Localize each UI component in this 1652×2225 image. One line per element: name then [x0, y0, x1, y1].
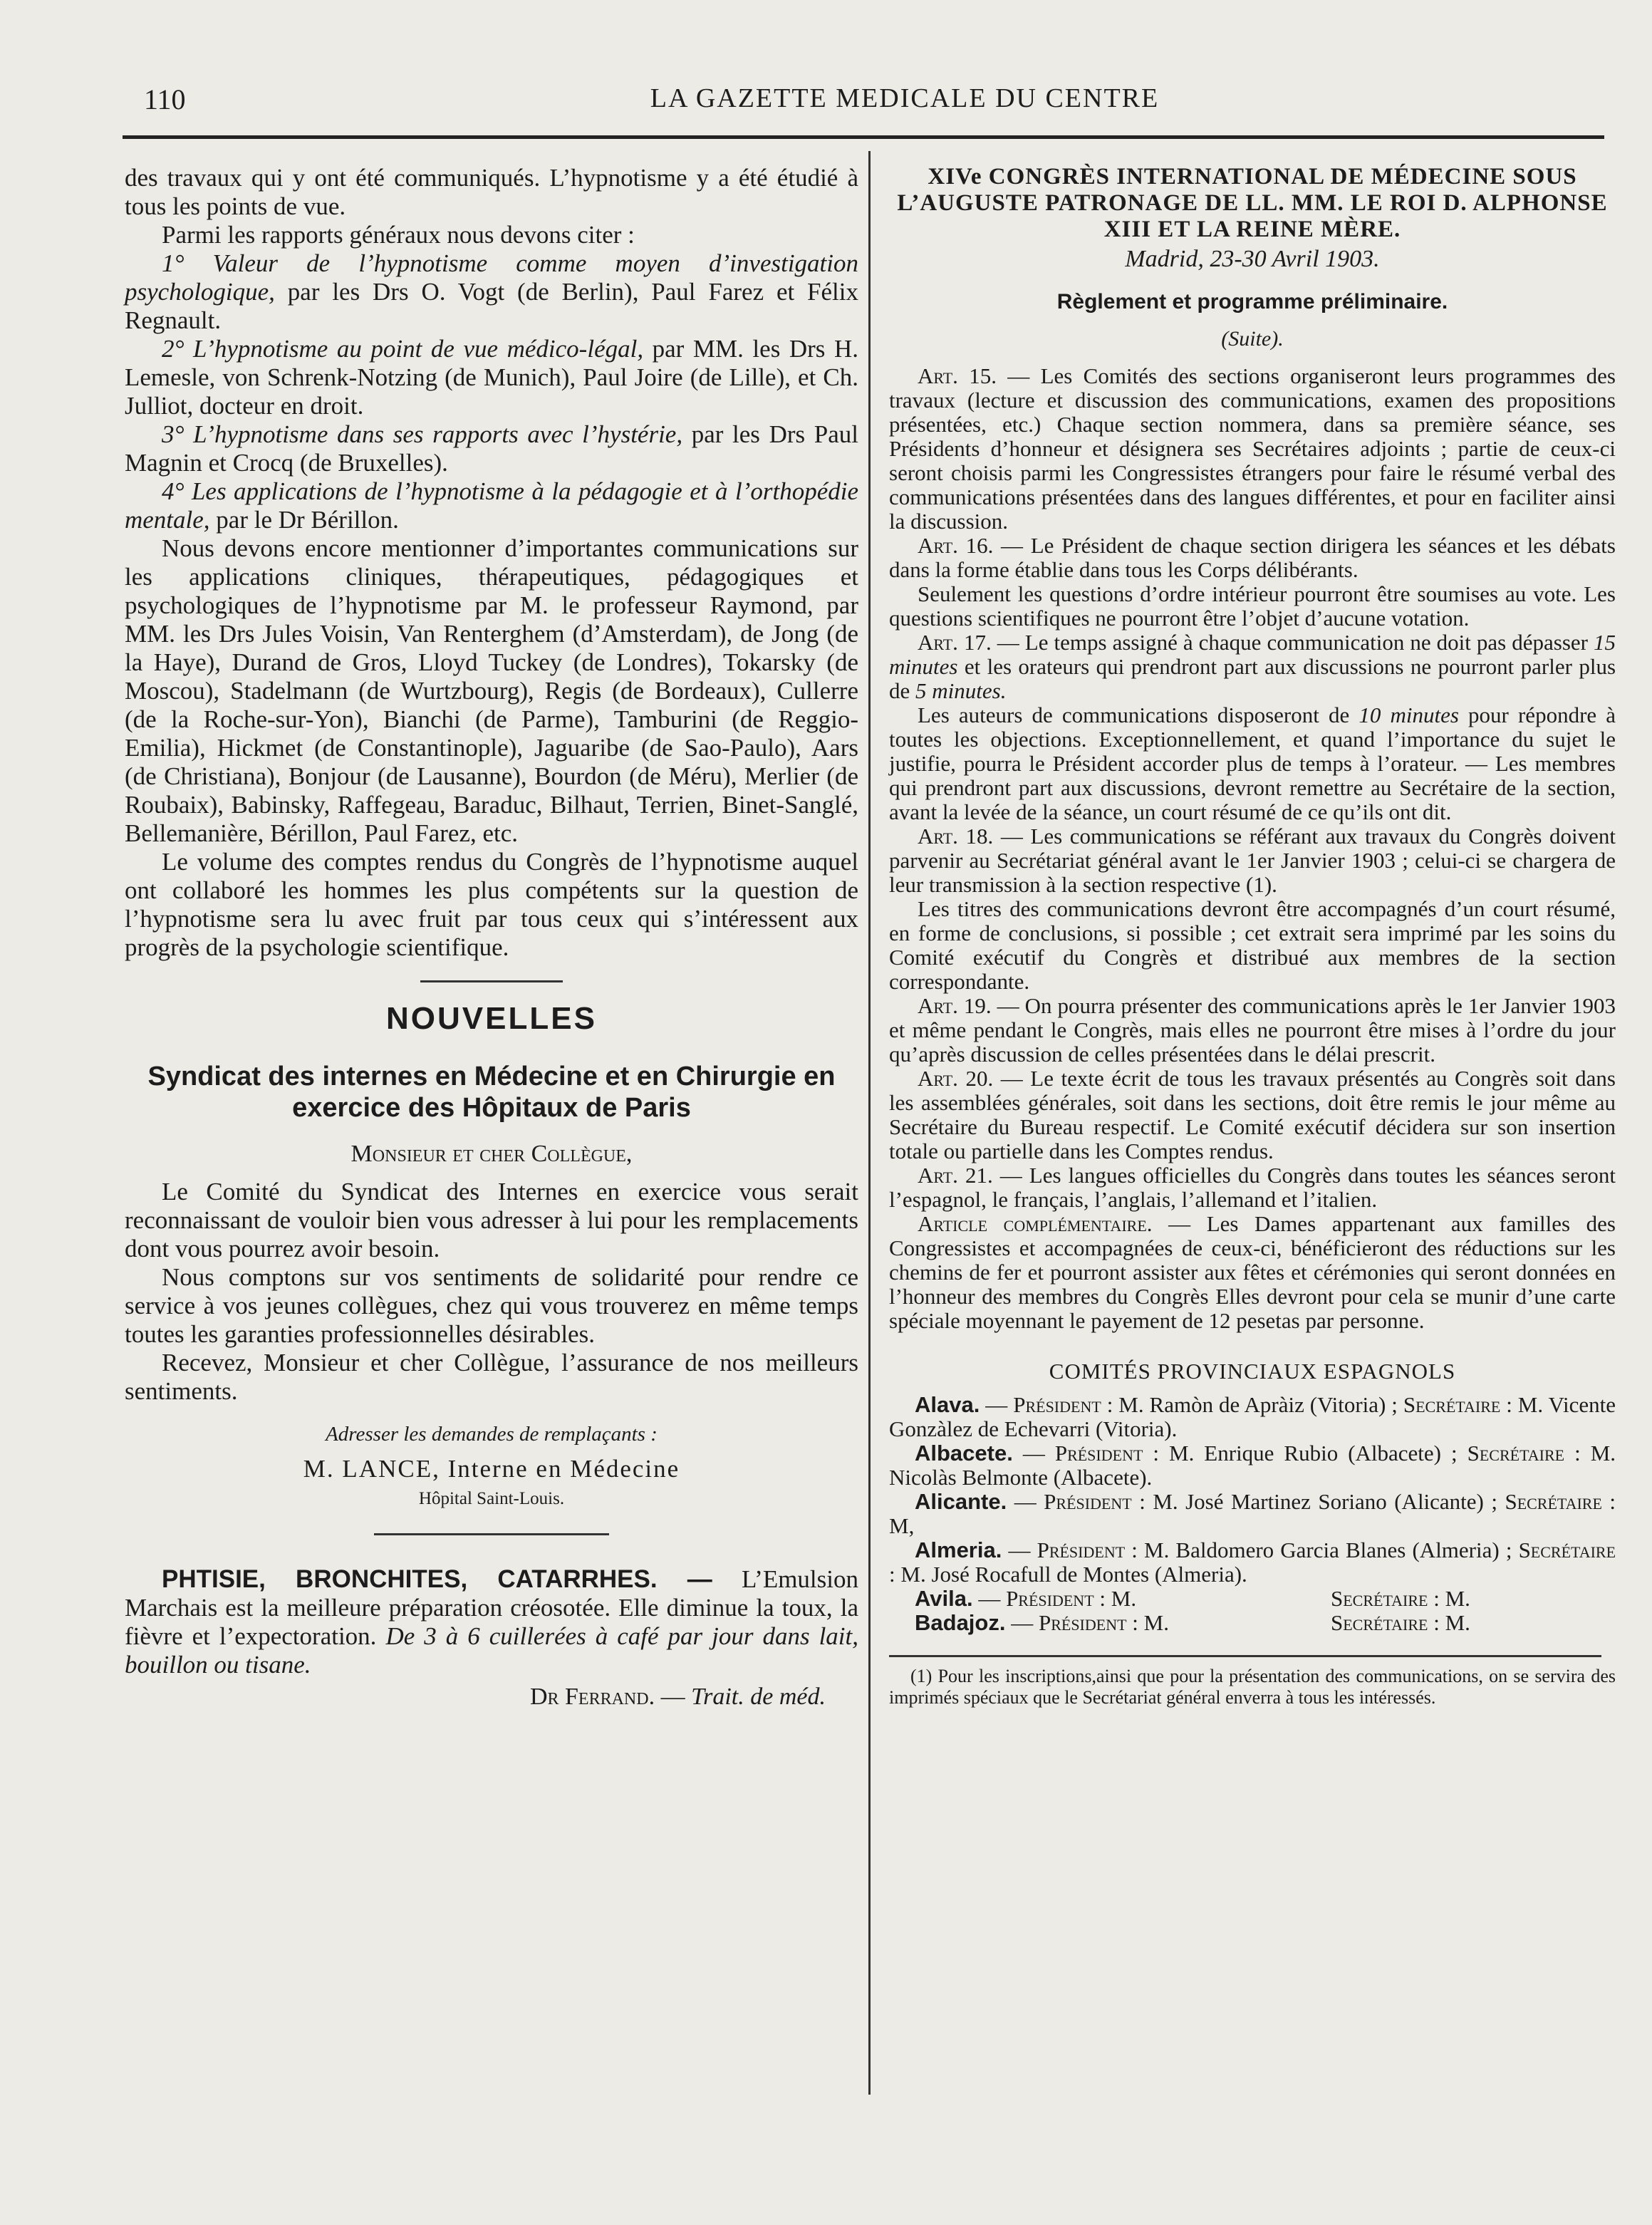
left-column — [125, 164, 858, 1711]
communications-paragraph: Nous devons encore mentionner d’importantes communications sur les applications cliniques, thérapeutiques, pédagogiques et psychologiques de l’hypnotisme par M. le professeur Raymond, par MM. les Drs Jules Voisin, Van Renterghem (d’Amsterdam), de Jong (de la Haye), Durand de Gros, Lloyd Tuckey (de Londres), Tokarsky (de Moscou), Stadelmann (de Wurtzbourg), Regis (de Bordeaux), Cullerre (de la Roche-sur-Yon), Bianchi (de Parme), Tamburini (de Reggio-Emilia), Hickmet (de Constantinople), Jaguaribe (de Sao-Paulo), Aars (de Christiana), Bonjour (de Lausanne), Bourdon (de Méru), Merlier (de Roubaix), Babinsky, Raffegeau, Baraduc, Bilhaut, Terrien, Binet-Sanglé, Bellemanière, Bérillon, Paul Farez, etc. — [125, 534, 858, 847]
running-title: LA GAZETTE MEDICALE DU CENTRE — [650, 83, 1160, 113]
article-19-label: Art. 19. — — [918, 993, 1019, 1018]
president-value: M. José Martinez Soriano (Alicante) ; — [1153, 1489, 1497, 1514]
avila-president: Avila. — Président : M. — [889, 1587, 1331, 1611]
president-value: M. — [1111, 1586, 1137, 1611]
congress-title: XIVe CONGRÈS INTERNATIONAL DE MÉDECINE SOUS L’AUGUSTE PATRONAGE DE LL. MM. LE ROI D. ALPHONSE XIII ET LA REINE MÈRE. — [897, 164, 1608, 242]
president-label: Président : — [1038, 1610, 1138, 1635]
secretary-label: Secrétaire : — [889, 1537, 1616, 1587]
badajoz-president: Badajoz. — Président : M. — [889, 1611, 1331, 1635]
column-rule — [868, 151, 871, 2095]
signature-name: Dr Ferrand. — — [529, 1684, 685, 1710]
president-label: Président : — [1006, 1586, 1106, 1611]
intro-paragraph: des travaux qui y ont été communiqués. L’hypnotisme y a été étudié à tous les points de vue. — [125, 164, 858, 220]
reports-lead: Parmi les rapports généraux nous devons citer : — [162, 221, 635, 249]
secretary-label: Secrétaire : — [1331, 1586, 1440, 1611]
committee-avila — [889, 1587, 1616, 1611]
news-heading: NOUVELLES — [386, 1001, 597, 1036]
report-1-title: 1° Valeur de l’hypnotisme comme moyen d’investigation psychologique, — [125, 249, 858, 306]
president-value: M. Enrique Rubio (Albacete) ; — [1169, 1441, 1458, 1466]
report-3 — [125, 420, 858, 477]
article-21-label: Art. 21. — — [918, 1163, 1022, 1188]
report-3-authors: par les Drs Paul Magnin et Crocq (de Bruxelles). — [125, 420, 858, 477]
article-complementary — [889, 1212, 1616, 1333]
article-21 — [889, 1163, 1616, 1212]
hospital-name: Hôpital Saint-Louis. — [418, 1489, 565, 1508]
article-17-p2-duration: 10 minutes — [1359, 702, 1459, 727]
footnote: (1) Pour les inscriptions,ainsi que pour la présentation des communications, on se servira des imprimés spéciaux que le Secrétariat général enverra à tous les intéressés. — [889, 1666, 1616, 1708]
article-16-label: Art. 16. — — [918, 533, 1024, 558]
volume-paragraph: Le volume des comptes rendus du Congrès de l’hypnotisme auquel ont collaboré les hommes les plus compétents sur la question de l’hypnotisme sera lu avec fruit par tous ceux qui s’intéressent aux progrès de la psychologie scientifique. — [125, 848, 858, 961]
salutation: Monsieur et cher Collègue, — [350, 1141, 633, 1167]
secretary-label: Secrétaire : — [1505, 1489, 1616, 1514]
article-complementary-text: Les Dames appartenant aux familles des Congressistes et accompagnées de ceux-ci, bénéficieront des réductions sur les chemins de fer et pourront assister aux fêtes et cérémonies qui seront données en l’honneur des membres du Congrès Elles devront pour cela se munir d’une carte spéciale moyennant le payement de 12 pesetas par personne. — [889, 1211, 1616, 1333]
article-20-label: Art. 20. — — [918, 1066, 1023, 1091]
president-label: Président : — [1013, 1392, 1113, 1417]
president-value: M. Baldomero Garcia Blanes (Almeria) ; — [1144, 1537, 1512, 1562]
article-15-label: Art. 15. — — [918, 363, 1030, 388]
article-17-duration-1: 15 minutes — [889, 630, 1616, 679]
committee-alicante: Alicante. — Président : M. José Martinez Soriano (Alicante) ; Secrétaire : M, — [889, 1489, 1616, 1538]
article-15-text: Les Comités des sections organiseront leurs programmes des travaux (lecture et discussion des communications, examen des propositions présentées, etc.) Chaque section nommera, dans sa première séance, ses Présidents d’honneur et désignera ses Secrétaires adjoints ; partie de ceux-ci seront choisis parmi les Congressistes étrangers pour faire le résumé verbal des communications présentées dans des langues différentes, et pour en faciliter ainsi la discussion. — [889, 363, 1616, 534]
advert-dosage: De 3 à 6 cuillerées à café par jour dans lait, bouillon ou tisane. — [125, 1622, 858, 1679]
article-20-text: Le texte écrit de tous les travaux présentés au Congrès soit dans les assemblées générales, soit dans les sections, doit être remis le jour même au Secrétaire du Bureau respectif. Le Comité exécutif décidera sur son insertion totale ou partielle dans les Comptes rendus. — [889, 1066, 1616, 1163]
article-17 — [889, 631, 1616, 703]
letter-paragraph-3: Recevez, Monsieur et cher Collègue, l’assurance de nos meilleurs sentiments. — [125, 1349, 858, 1405]
advert-headline: PHTISIE, BRONCHITES, CATARRHES. — — [162, 1565, 712, 1593]
committee-albacete: Albacete. — Président : M. Enrique Rubio (Albacete) ; Secrétaire : M. Nicolàs Belmonte (Albacete). — [889, 1441, 1616, 1490]
report-3-title: 3° L’hypnotisme dans ses rapports avec l’hystérie, — [162, 420, 683, 448]
article-complementary-label: Article complémentaire. — — [918, 1211, 1191, 1236]
committee-almeria: Almeria. — Président : M. Baldomero Garcia Blanes (Almeria) ; Secrétaire : M. José Rocafull de Montes (Almeria). — [889, 1537, 1616, 1587]
article-18-text: Les communications se référant aux travaux du Congrès doivent parvenir au Secrétariat général avant le 1er Janvier 1903 ; celui-ci se chargera de leur transmission à la section respective (1). — [889, 824, 1616, 897]
article-17-duration-2: 5 minutes. — [915, 678, 1007, 703]
report-1-authors: par les Drs O. Vogt (de Berlin), Paul Farez et Félix Regnault. — [125, 278, 858, 334]
page-number: 110 — [144, 83, 186, 115]
committee-alava: Alava. — Président : M. Ramòn de Apràiz (Vitoria) ; Secrétaire : M. Vicente Gonzàlez de Echevarri (Vitoria). — [889, 1392, 1616, 1441]
secretary-value: M. Vicente Gonzàlez de Echevarri (Vitoria). — [889, 1392, 1616, 1441]
advert-paragraph — [125, 1565, 858, 1679]
article-15 — [889, 364, 1616, 534]
article-18 — [889, 824, 1616, 897]
province-name: Badajoz. — [915, 1610, 1006, 1635]
avila-secretary — [1331, 1587, 1470, 1611]
secretary-label: Secrétaire : — [1331, 1610, 1440, 1635]
report-1 — [125, 249, 858, 335]
secretary-value: M. Nicolàs Belmonte (Albacete). — [889, 1441, 1616, 1490]
province-name: Alava. — [915, 1392, 980, 1417]
article-19-text: On pourra présenter des communications après le 1er Janvier 1903 et même pendant le Congrès, mais elles ne pourront être mises à l’ordre du jour qu’après discussion de celles présentées dans le délai prescrit. — [889, 993, 1616, 1067]
article-16 — [889, 534, 1616, 582]
article-16-paragraph-2: Seulement les questions d’ordre intérieur pourront être soumises au vote. Les questions scientifiques ne pourront être l’objet d’aucune votation. — [889, 581, 1616, 631]
header-rule — [123, 135, 1604, 139]
president-value: M. — [1143, 1610, 1169, 1635]
president-value: M. Ramòn de Apràiz (Vitoria) ; — [1118, 1392, 1398, 1417]
article-18-paragraph-2: Les titres des communications devront être accompagnés d’un court résumé, en forme de conclusions, si possible ; cet extrait sera imprimé par les soins du Comité exécutif du Congrès et distribué aux membres de la section correspondante. — [889, 896, 1616, 994]
report-4-authors: par le Dr Bérillon. — [216, 506, 399, 534]
footnote-rule — [889, 1655, 1601, 1657]
secretary-label: Secrétaire : — [1403, 1392, 1512, 1417]
article-18-label: Art. 18. — — [918, 824, 1023, 849]
address-note: Adresser les demandes de remplaçants : — [326, 1423, 658, 1446]
secretary-value: M. — [1445, 1586, 1470, 1611]
president-label: Président : — [1054, 1441, 1159, 1466]
article-17-text-b: et les orateurs qui prendront part aux discussions ne pourront parler plus de — [889, 654, 1616, 703]
article-17-p2-text-b: pour répondre à toutes les objections. Exceptionnellement, et quand l’importance du sujet le justifie, pourra le Président accorder plus de temps à l’orateur. — Les membres qui prendront part aux discussions, devront remettre au Secrétaire de la section, avant la levée de la séance, un court résumé de ce qu’ils ont dit. — [889, 702, 1616, 824]
badajoz-secretary — [1331, 1611, 1470, 1635]
report-2 — [125, 335, 858, 420]
congress-place-date: Madrid, 23-30 Avril 1903. — [1125, 246, 1380, 272]
advert-signature — [125, 1684, 858, 1711]
article-20 — [889, 1067, 1616, 1163]
province-name: Avila. — [915, 1586, 973, 1611]
article-17-p2-text-a: Les auteurs de communications disposeront de — [918, 702, 1350, 727]
report-2-authors: par MM. les Drs H. Lemesle, von Schrenk-Notzing (de Munich), Paul Joire (de Lille), et Ch. Julliot, docteur en droit. — [125, 335, 859, 420]
rules-continued: (Suite). — [1221, 327, 1284, 351]
report-2-title: 2° L’hypnotisme au point de vue médico-légal, — [162, 335, 644, 363]
letter-paragraph-1: Le Comité du Syndicat des Internes en exercice vous serait reconnaissant de vouloir bien vous adresser à lui pour les remplacements dont vous pourrez avoir besoin. — [125, 1178, 858, 1262]
article-17-text-a: Le temps assigné à chaque communication ne doit pas dépasser — [1024, 630, 1588, 655]
secretary-label: Secrétaire : — [1467, 1441, 1581, 1466]
article-21-text: Les langues officielles du Congrès dans toutes les séances seront l’espagnol, le français, l’anglais, l’allemand et l’italien. — [889, 1163, 1616, 1212]
article-17-label: Art. 17. — — [918, 630, 1019, 655]
president-label: Président : — [1044, 1489, 1146, 1514]
secretary-value: M. José Rocafull de Montes (Almeria). — [900, 1562, 1247, 1587]
advert-separator — [374, 1533, 609, 1535]
letter-paragraph-2: Nous comptons sur vos sentiments de solidarité pour rendre ce service à vos jeunes collègues, chez qui vous trouverez en même temps toutes les garanties professionnelles désirables. — [125, 1263, 858, 1348]
article-19 — [889, 994, 1616, 1067]
signature-reference: Trait. de méd. — [691, 1684, 826, 1710]
article-16-text: Le Président de chaque section dirigera les séances et les débats dans la forme établie dans tous les Corps délibérants. — [889, 533, 1616, 582]
right-column — [889, 164, 1616, 1708]
president-label: Président : — [1037, 1537, 1138, 1562]
report-4-title: 4° Les applications de l’hypnotisme à la pédagogie et à l’orthopédie mentale, — [125, 477, 858, 534]
province-name: Almeria. — [915, 1537, 1002, 1562]
contact-name: M. LANCE, Interne en Médecine — [303, 1455, 680, 1483]
advert-body: L’Emulsion Marchais est la meilleure préparation créosotée. Elle diminue la toux, la fièvre et l’expectoration. — [125, 1565, 858, 1650]
section-separator — [420, 980, 563, 982]
committee-badajoz — [889, 1611, 1616, 1635]
article-17-paragraph-2 — [889, 703, 1616, 824]
secretary-value: M. — [1445, 1610, 1470, 1635]
committees-heading: COMITÉS PROVINCIAUX ESPAGNOLS — [1049, 1359, 1456, 1384]
province-name: Alicante. — [915, 1489, 1007, 1514]
report-4 — [125, 477, 858, 534]
province-name: Albacete. — [915, 1441, 1013, 1466]
secretary-value: M, — [889, 1513, 915, 1538]
syndicate-title: Syndicat des internes en Médecine et en Chirurgie en exercice des Hôpitaux de Paris — [147, 1062, 836, 1123]
rules-heading: Règlement et programme préliminaire. — [1056, 290, 1448, 313]
